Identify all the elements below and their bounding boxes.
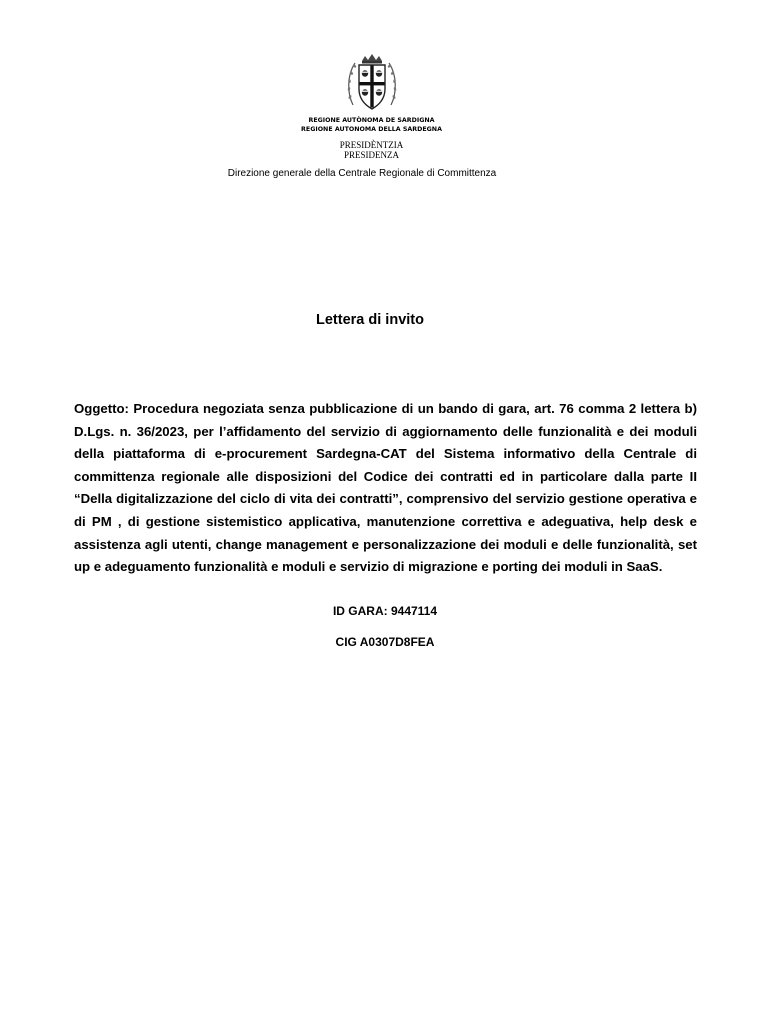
document-title: Lettera di invito: [316, 312, 424, 328]
sardinia-coat-of-arms-icon: [345, 53, 399, 115]
cig-code: CIG A0307D8FEA: [335, 635, 435, 649]
presidency-italian: PRESIDENZA: [343, 150, 399, 160]
presidency-sardinian: PRESIDÈNTZIA: [339, 140, 404, 150]
region-name-sardinian: REGIONE AUTÒNOMA DE SARDIGNA: [308, 117, 435, 124]
subject-paragraph: Oggetto: Procedura negoziata senza pubblicazione di un bando di gara, art. 76 comma 2 lettera b) D.Lgs. n. 36/2023, per l’affidamento del servizio di aggiornamento delle funzionalità e dei moduli della piattaforma di e-procurement Sardegna-CAT del Sistema informativo della Centrale di committenza regionale alle disposizioni del Codice dei contratti ed in particolare dalla parte II “Della digitalizzazione del ciclo di vita dei contratti”, comprensivo del servizio gestione operativa e di PM , di gestione sistemistico applicativa, manutenzione correttiva e adeguativa, help desk e assistenza agli utenti, change management e personalizzazione dei moduli e delle funzionalità, set up e adeguamento funzionalità e moduli e servizio di migrazione e porting dei moduli in SaaS.: [74, 401, 697, 575]
region-name-italian: REGIONE AUTONOMA DELLA SARDEGNA: [301, 126, 442, 133]
directorate-name: Direzione generale della Centrale Regionale di Committenza: [227, 168, 497, 179]
tender-id: ID GARA: 9447114: [332, 604, 438, 618]
